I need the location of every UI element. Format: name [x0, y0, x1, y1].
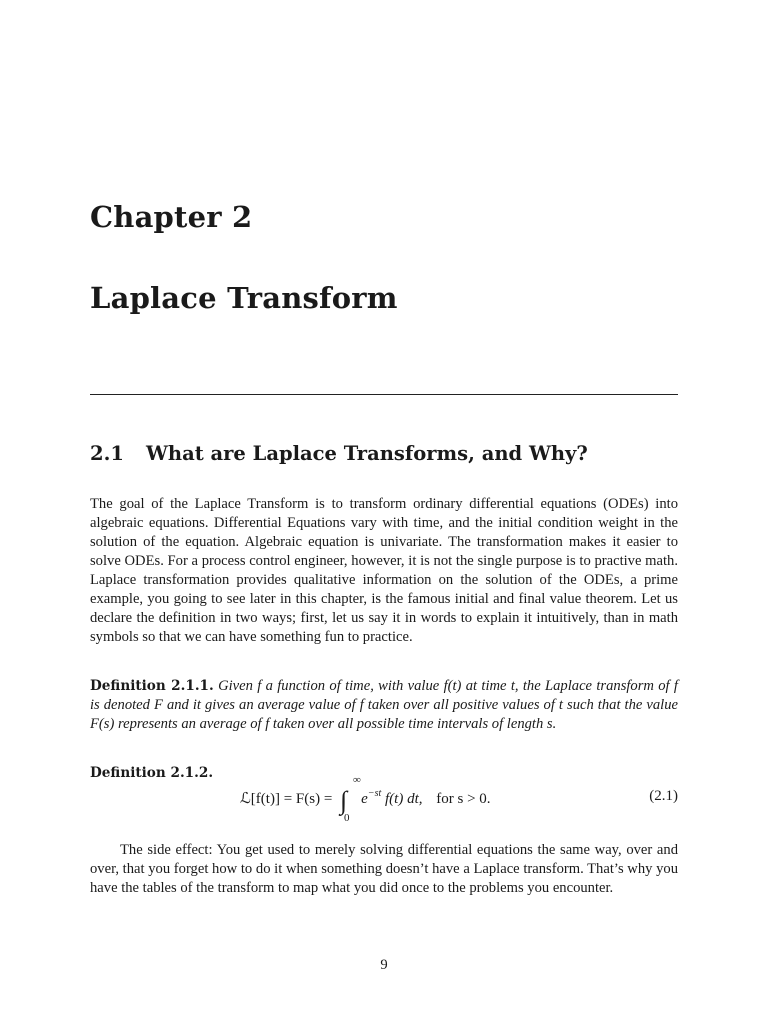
- section-number: 2.1: [90, 442, 124, 465]
- chapter-title: Laplace Transform: [90, 281, 398, 315]
- equation-lhs: ℒ[f(t)] = F(s) =: [240, 791, 333, 807]
- page-number: 9: [380, 957, 388, 973]
- integral-upper-limit: ∞: [353, 774, 361, 786]
- definition-2-1-1: [90, 677, 678, 734]
- definition-label: Definition 2.1.1.: [90, 678, 214, 694]
- integrand-rest: f(t) dt,: [385, 791, 423, 807]
- equation-number: (2.1): [649, 788, 678, 804]
- intro-paragraph: The goal of the Laplace Transform is to transform ordinary differential equations (ODEs) into algebraic equations. Differential Equations vary with time, and the initial condition weight in the solution of the equation. Algebraic equation is univariate. The transformation makes it easier to solve ODEs. For a process control engineer, however, it is not the single purpose is to practive math. Laplace transformation provides qualitative information on the solution of the ODEs, a prime example, you going to see later in this chapter, is the famous initial and final value theorem. Let us declare the definition in two ways; first, let us say it in words to explain it intuitively, than in math symbols so that we can have something fun to practice.: [90, 496, 678, 645]
- section-heading: [90, 442, 588, 465]
- integrand-exponent: −st: [367, 788, 382, 799]
- section-title: What are Laplace Transforms, and Why?: [146, 442, 588, 465]
- integral-sign: ∫ ∞ 0: [340, 774, 361, 824]
- laplace-equation: [90, 774, 678, 824]
- side-effect-paragraph: The side effect: You get used to merely solving differential equations the same way, over and over, that you forget how to do it when something doesn’t have a Laplace transform. That’s why you have the tables of the transform to map what you did once to the problems you encounter.: [90, 842, 678, 896]
- definition-body: Given f a function of time, with value f(t) at time t, the Laplace transform of f is denoted F and it gives an average value of f taken over all positive values of t such that the value F(s) represents an average of f taken over all possible time intervals of length s.: [90, 678, 678, 732]
- equation-condition: for s > 0.: [436, 791, 491, 807]
- horizontal-rule: [90, 394, 678, 395]
- definition-label: Definition 2.1.2.: [90, 765, 214, 781]
- integral-lower-limit: 0: [344, 812, 350, 824]
- integrand-base: e: [361, 791, 368, 807]
- chapter-label: Chapter 2: [90, 200, 253, 234]
- equation-body: [240, 774, 491, 824]
